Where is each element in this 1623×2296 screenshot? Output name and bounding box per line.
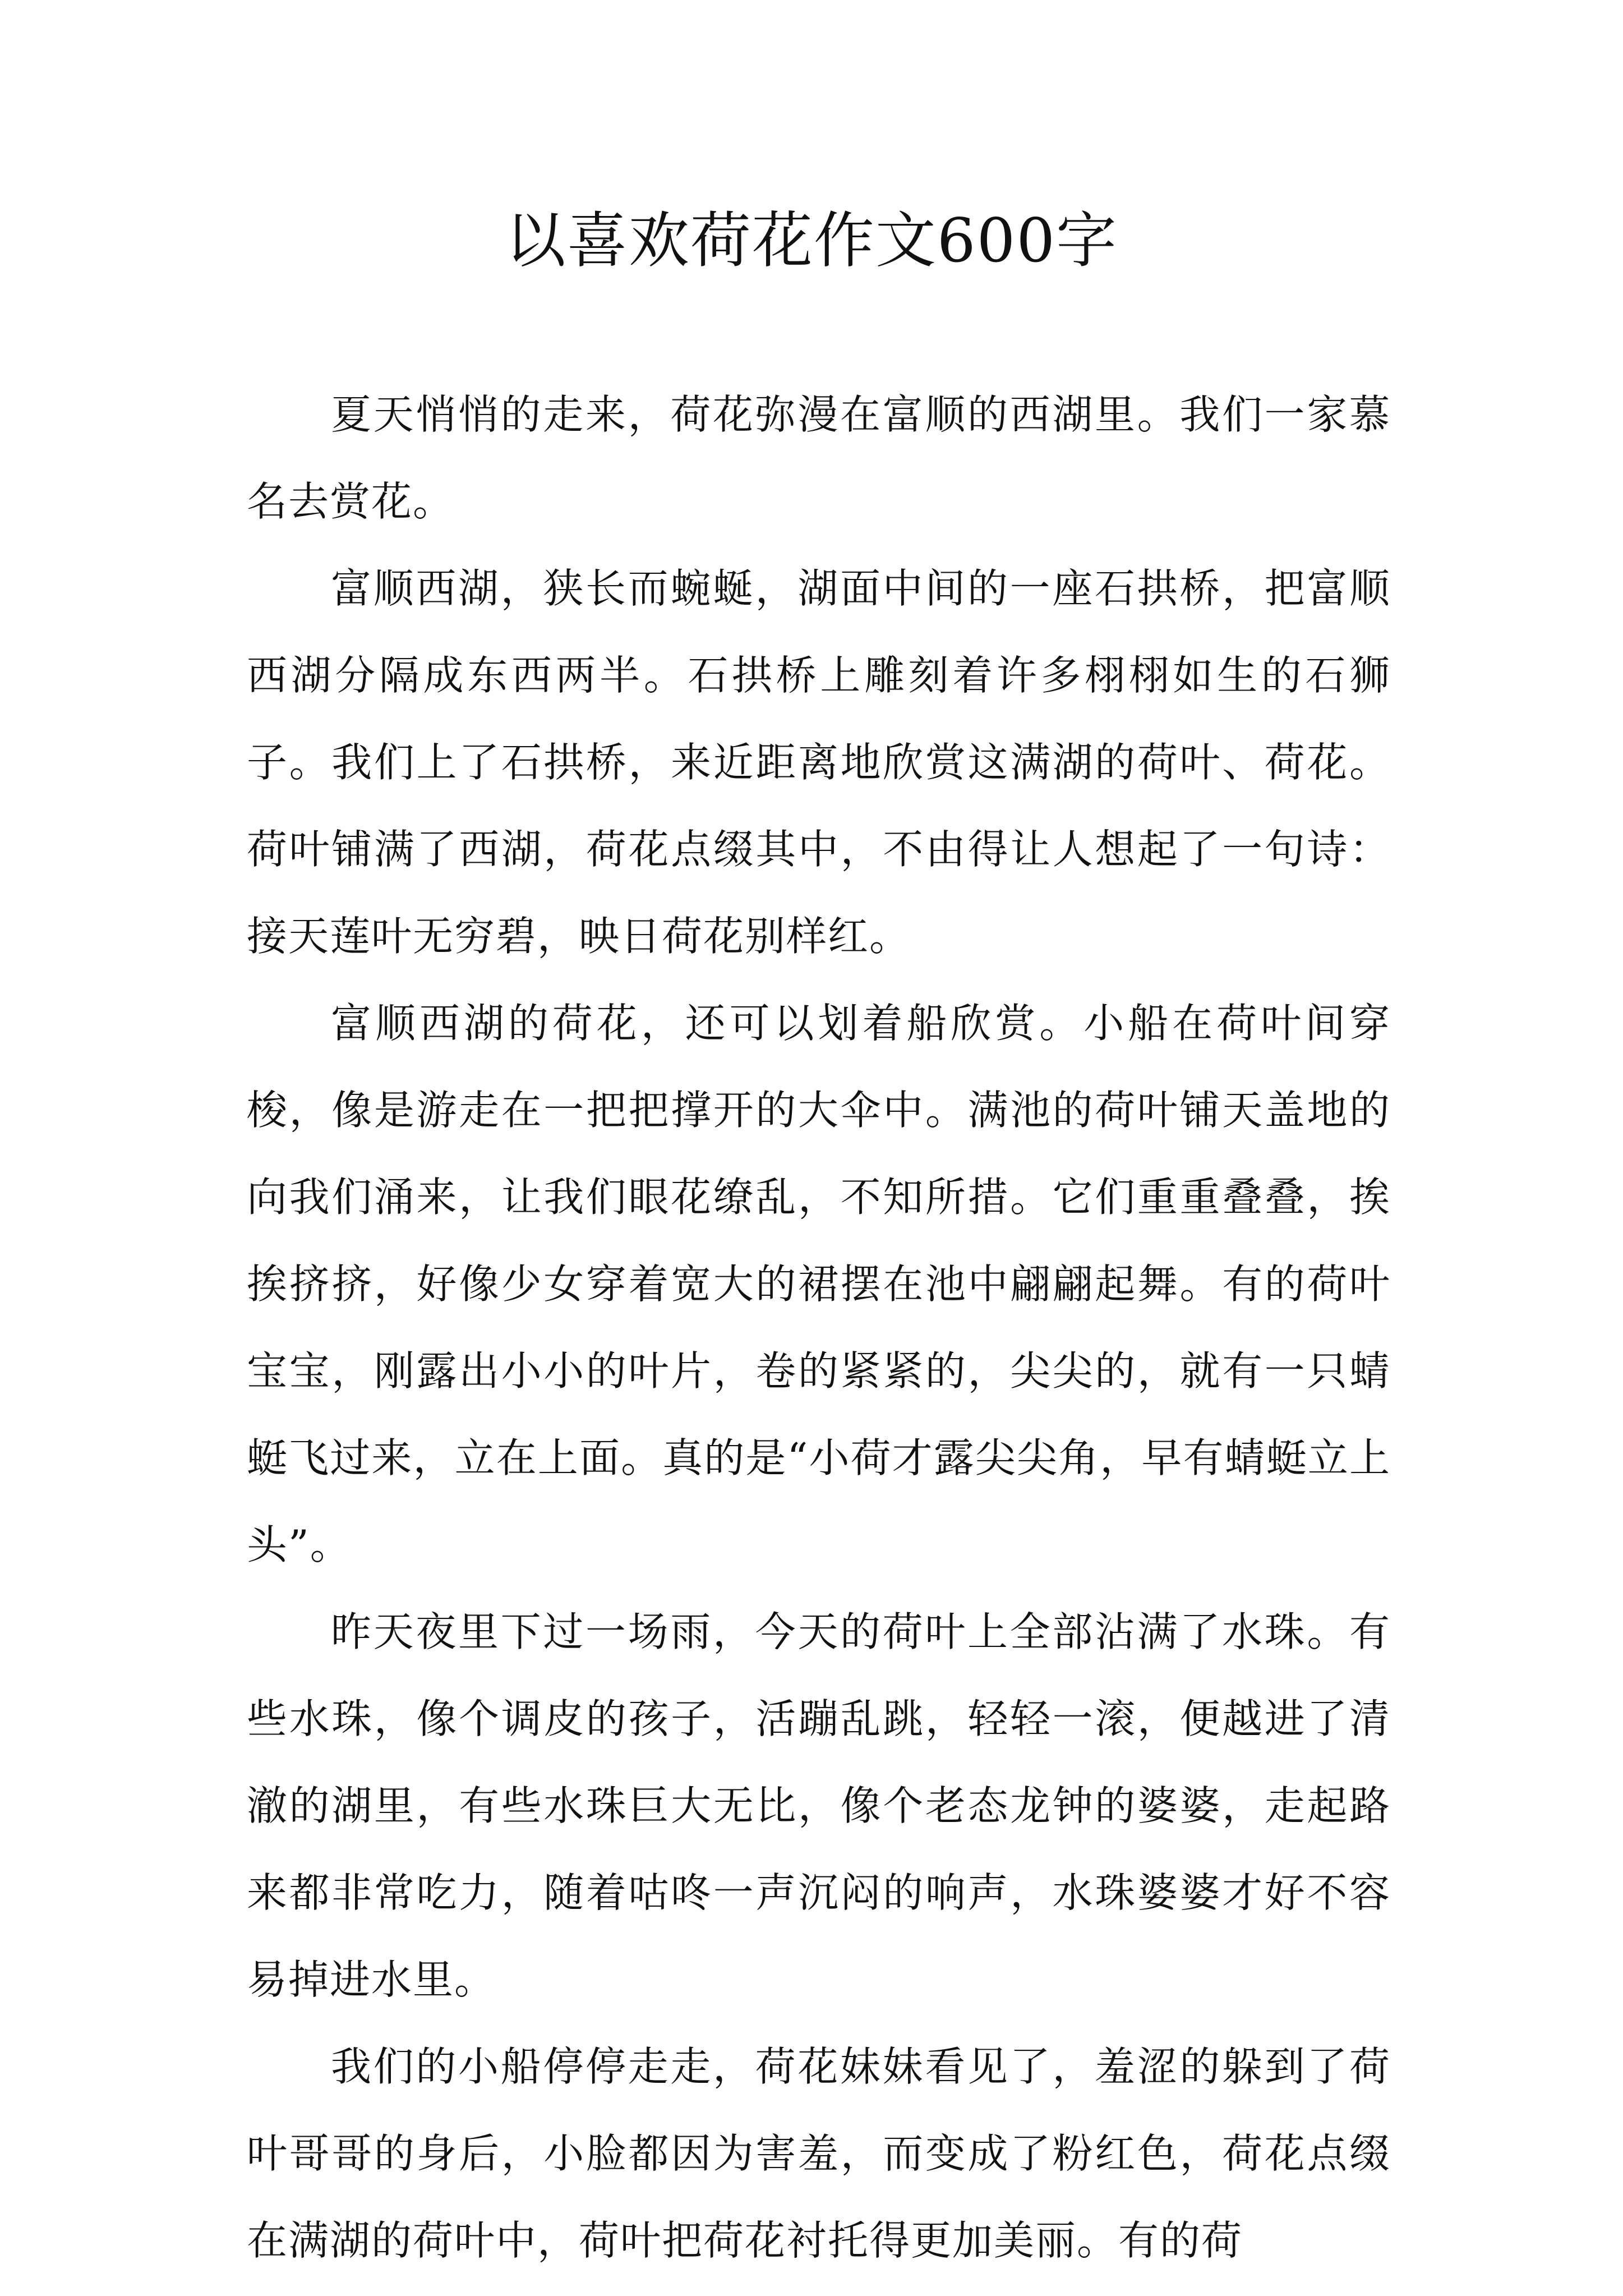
document-title: 以喜欢荷花作文600字 <box>505 206 1118 276</box>
paragraph: 昨天夜里下过一场雨，今天的荷叶上全部沾满了水珠。有些水珠，像个调皮的孩子，活蹦乱跳，轻轻一滚，便越进了清澈的湖里，有些水珠巨大无比，像个老态龙钟的婆婆，走起路来都非常吃力，随着咕咚一声沉闷的响声，水珠婆婆才好不容易掉进水里。 <box>247 1608 1391 2003</box>
paragraph: 富顺西湖，狭长而蜿蜒，湖面中间的一座石拱桥，把富顺西湖分隔成东西两半。石拱桥上雕刻着许多栩栩如生的石狮子。我们上了石拱桥，来近距离地欣赏这满湖的荷叶、荷花。荷叶铺满了西湖，荷花点缀其中，不由得让人想起了一句诗：接天莲叶无穷碧，映日荷花别样红。 <box>247 565 1391 960</box>
document-body <box>247 371 1391 2284</box>
paragraph: 夏天悄悄的走来，荷花弥漫在富顺的西湖里。我们一家慕名去赏花。 <box>247 391 1391 525</box>
paragraph: 我们的小船停停走走，荷花妹妹看见了，羞涩的躲到了荷叶哥哥的身后，小脸都因为害羞，而变成了粉红色，荷花点缀在满湖的荷叶中，荷叶把荷花衬托得更加美丽。有的荷 <box>247 2043 1391 2264</box>
paragraph: 富顺西湖的荷花，还可以划着船欣赏。小船在荷叶间穿梭，像是游走在一把把撑开的大伞中。满池的荷叶铺天盖地的向我们涌来，让我们眼花缭乱，不知所措。它们重重叠叠，挨挨挤挤，好像少女穿着宽大的裙摆在池中翩翩起舞。有的荷叶宝宝，刚露出小小的叶片，卷的紧紧的，尖尖的，就有一只蜻蜓飞过来，立在上面。真的是“小荷才露尖尖角，早有蜻蜓立上头”。 <box>247 1000 1391 1568</box>
